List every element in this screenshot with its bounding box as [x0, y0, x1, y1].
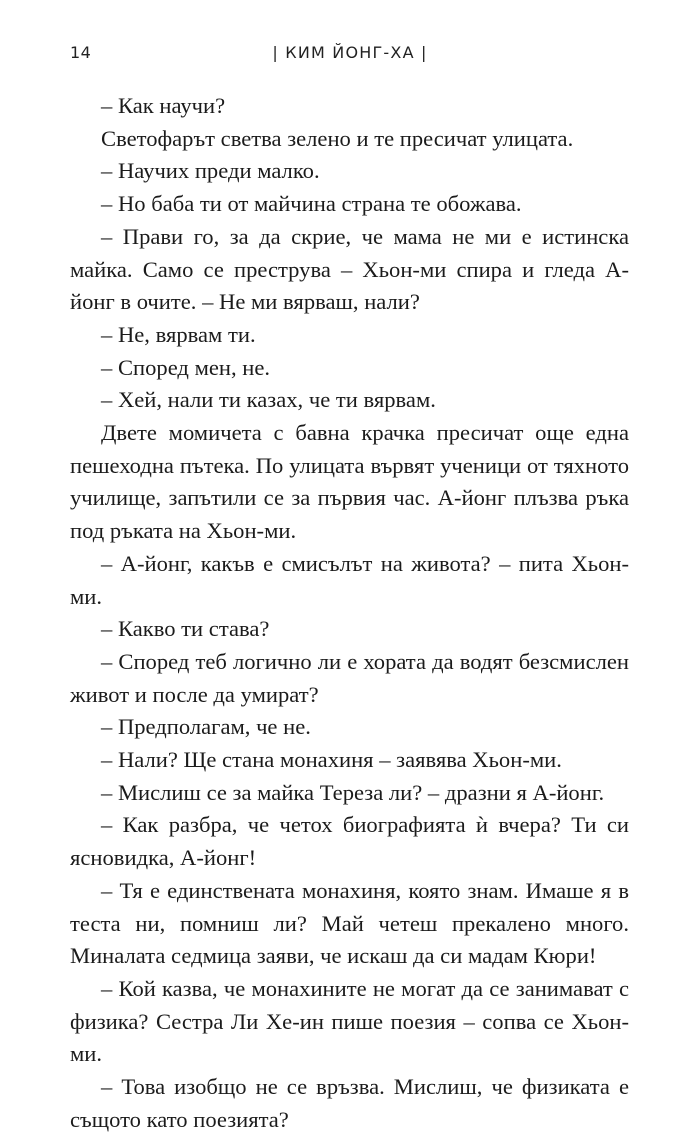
paragraph: – Хей, нали ти казах, че ти вярвам. [101, 387, 436, 413]
paragraph: – Според мен, не. [101, 354, 271, 380]
paragraph: – Тя е единствената монахиня, която знам. Имаше я в теста ни, помниш ли? Май четеш прекалено много. Миналата седмица заяви, че искаш да си мадам Кюри! [70, 877, 629, 969]
paragraph: – Нали? Ще стана монахиня – заявява Хьон-ми. [101, 747, 562, 773]
paragraph: – Не, вярвам ти. [101, 321, 256, 347]
paragraph: Двете момичета с бавна крачка пресичат още една пешеходна пътека. По улицата вървят ученици от тяхното училище, запътили се за първия час. А-йонг плъзва ръка под ръката на Хьон-ми. [70, 420, 629, 544]
paragraph: – Прави го, за да скрие, че мама не ми е истинска майка. Само се преструва – Хьон-ми спира и гледа А-йонг в очите. – Не ми вярваш, нали? [70, 223, 629, 315]
paragraph: – Според теб логично ли е хората да водят безсмислен живот и после да умират? [70, 648, 629, 707]
running-title: | КИМ ЙОНГ-ХА | [272, 43, 428, 62]
paragraph: – Но баба ти от майчина страна те обожава. [101, 191, 522, 217]
paragraph: Светофарът светва зелено и те пресичат улицата. [101, 125, 574, 151]
paragraph: – А-йонг, какъв е смисълът на живота? – пита Хьон-ми. [70, 550, 629, 609]
page-number: 14 [70, 43, 92, 62]
paragraph: – Кой казва, че монахините не могат да се занимават с физика? Сестра Ли Хе-ин пише поезия – сопва се Хьон-ми. [70, 975, 629, 1067]
paragraph: – Как научи? [101, 93, 226, 118]
paragraph: – Какво ти става? [101, 616, 270, 642]
paragraph: – Предполагам, че не. [101, 714, 311, 740]
running-head [70, 43, 630, 69]
paragraph: – Мислиш се за майка Тереза ли? – дразни я А-йонг. [101, 779, 605, 805]
paragraph: – Научих преди малко. [101, 158, 320, 184]
paragraph: – Как разбра, че четох биографията ѝ вчера? Ти си ясновидка, А-йонг! [70, 812, 629, 871]
body-text [70, 90, 629, 1137]
paragraph: – Това изобщо не се връзва. Мислиш, че физиката е същото като поезията? [70, 1074, 629, 1132]
